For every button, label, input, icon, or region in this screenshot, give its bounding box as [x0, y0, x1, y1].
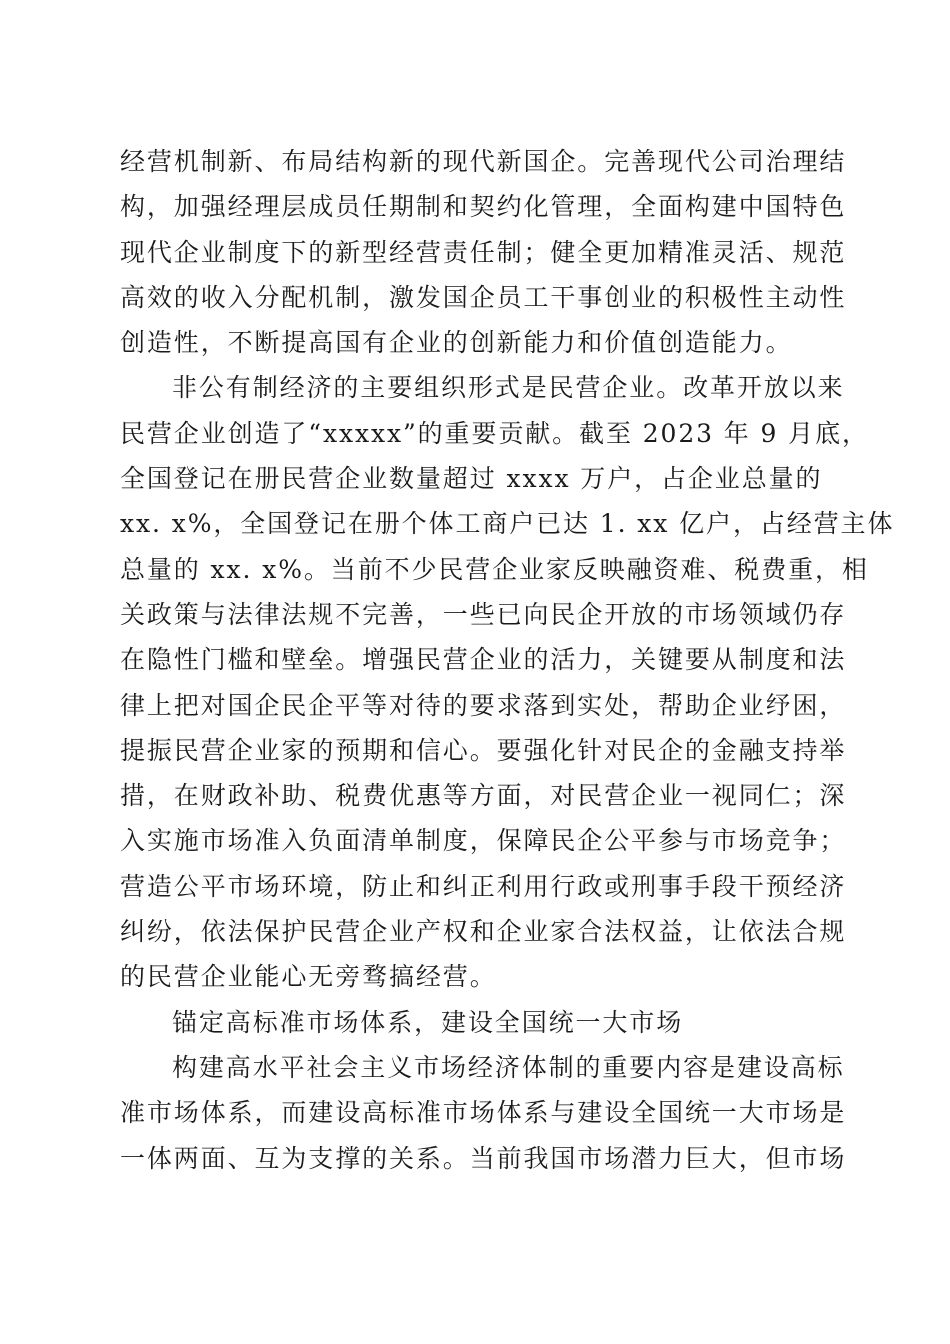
text-line: 在隐性门槛和壁垒。增强民营企业的活力，关键要从制度和法: [120, 645, 847, 675]
text-line: 营造公平市场环境，防止和纠正利用行政或刑事手段干预经济: [120, 871, 847, 901]
text-line: 律上把对国企民企平等对待的要求落到实处，帮助企业纾困，: [120, 690, 847, 720]
heading-text: 锚定高标准市场体系，建设全国统一大市场: [172, 1007, 684, 1037]
text-line: 入实施市场准入负面清单制度，保障民企公平参与市场竞争；: [120, 826, 847, 856]
text-line: 经营机制新、布局结构新的现代新国企。完善现代公司治理结: [120, 147, 847, 176]
text-line: 民营企业创造了“xxxxx”的重要贡献。截至 2023 年 9 月底，: [120, 418, 869, 448]
text-line: 现代企业制度下的新型经营责任制；健全更加精准灵活、规范: [120, 237, 847, 267]
section-heading: [120, 1000, 830, 1045]
text-line: 创造性，不断提高国有企业的创新能力和价值创造能力。: [120, 328, 793, 358]
text-line: 提振民营企业家的预期和信心。要强化针对民企的金融支持举: [120, 735, 847, 765]
text-line: 全国登记在册民营企业数量超过 xxxx 万户，占企业总量的: [120, 464, 823, 494]
paragraph-private-enterprise: [120, 365, 895, 999]
text-line: 准市场体系，而建设高标准市场体系与建设全国统一大市场是: [120, 1098, 847, 1128]
text-line: 高效的收入分配机制，激发国企员工干事创业的积极性主动性: [120, 282, 847, 312]
text-line: 构，加强经理层成员任期制和契约化管理，全面构建中国特色: [120, 192, 847, 222]
text-line: 关政策与法律法规不完善，一些已向民企开放的市场领域仍存: [120, 599, 847, 629]
text-line: 总量的 xx. x%。当前不少民营企业家反映融资难、税费重，相: [120, 554, 869, 584]
paragraph-unified-market: [120, 1045, 847, 1181]
document-body: [120, 139, 895, 1181]
text-line: 构建高水平社会主义市场经济体制的重要内容是建设高标: [172, 1052, 845, 1082]
text-line: xx. x%，全国登记在册个体工商户已达 1. xx 亿户，占经营主体: [120, 509, 895, 539]
text-line: 措，在财政补助、税费优惠等方面，对民营企业一视同仁；深: [120, 781, 847, 811]
text-line: 纠纷，依法保护民营企业产权和企业家合法权益，让依法合规: [120, 917, 847, 947]
text-line: 一体两面、互为支撑的关系。当前我国市场潜力巨大，但市场: [120, 1143, 847, 1173]
text-line: 的民营企业能心无旁骛搞经营。: [120, 962, 497, 992]
text-line: 非公有制经济的主要组织形式是民营企业。改革开放以来: [172, 373, 845, 403]
paragraph-state-enterprise-reform: [120, 139, 847, 365]
